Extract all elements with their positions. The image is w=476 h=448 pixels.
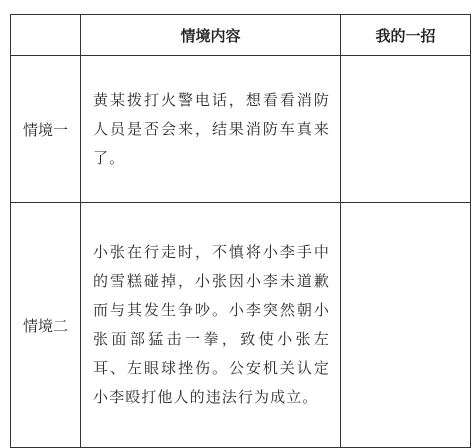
header-row (11, 15, 471, 56)
row-label: 情境二 (11, 203, 81, 448)
answer-cell[interactable] (341, 56, 471, 203)
answer-cell[interactable] (341, 203, 471, 448)
scenario-table (10, 14, 471, 448)
table-row (11, 203, 471, 448)
cropped-previous-line (0, 0, 476, 12)
header-blank-cell (11, 15, 81, 56)
table-row (11, 56, 471, 203)
header-scenario-content: 情境内容 (81, 15, 341, 56)
scenario-text: 小张在行走时，不慎将小李手中的雪糕碰掉，小张因小李未道歉而与其发生争吵。小李突然朝小张面部猛击一拳，致使小张左耳、左眼球挫伤。公安机关认定小李殴打他人的违法行为成立。 (81, 203, 341, 448)
header-my-strategy: 我的一招 (341, 15, 471, 56)
row-label: 情境一 (11, 56, 81, 203)
scenario-text: 黄某拨打火警电话，想看看消防人员是否会来，结果消防车真来了。 (81, 56, 341, 203)
